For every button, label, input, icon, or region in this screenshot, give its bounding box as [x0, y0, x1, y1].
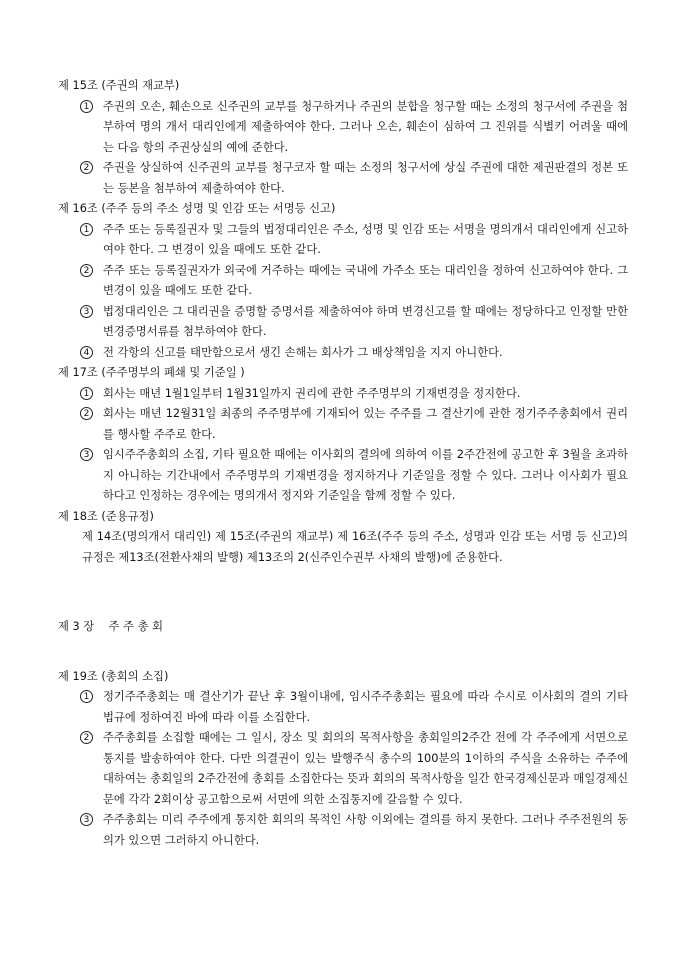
article-19-item-1: [58, 687, 628, 728]
circled-number: 3: [80, 448, 93, 461]
document-page: [58, 76, 628, 851]
article-16-item-2: [58, 261, 628, 302]
item-text: 회사는 매년 12월31일 최종의 주주명부에 기재되어 있는 주주를 그 결산기에 관한 정기주주총회에서 권리를 행사할 주주로 한다.: [103, 407, 628, 441]
article-18-title: 제 18조 (준용규정): [58, 509, 154, 523]
item-text: 회사는 매년 1월1일부터 1월31일까지 권리에 관한 주주명부의 기재변경을 정지한다.: [103, 386, 521, 400]
article-16-item-1: [58, 220, 628, 261]
item-text: 임시주주총회의 소집, 기타 필요한 때에는 이사회의 결의에 의하여 이를 2주간전에 공고한 후 3월을 초과하지 아니하는 기간내에서 주주명부의 기재변경을 정지하거나 기준일을 정할 수 있다. 그러나 이사회가 필요하다고 인정하는 경우에는 명의개서 정지와 기준일을 함께 정할 수 있다.: [103, 448, 628, 502]
article-19-item-2: [58, 728, 628, 810]
article-18-text: 제 14조(명의개서 대리인) 제 15조(주권의 재교부) 제 16조(주주 등의 주소, 성명과 인감 또는 서명 등 신고)의 규정은 제13조(전환사채의 발행) 제13조의 2(신주인수권부 사채의 발행)에 준용한다.: [82, 530, 628, 564]
item-text: 전 각항의 신고를 태만함으로서 생긴 손해는 회사가 그 배상책임을 지지 아니한다.: [103, 345, 503, 359]
circled-number: 2: [80, 407, 93, 420]
article-16-item-3: [58, 302, 628, 343]
circled-number: 3: [80, 813, 93, 826]
chapter-heading: 제 3 장 주 주 총 회: [58, 620, 163, 633]
circled-number: 2: [80, 731, 93, 744]
circled-number: 2: [80, 264, 93, 277]
circled-number: 1: [80, 690, 93, 703]
article-17-item-3: [58, 445, 628, 507]
circled-number: 1: [80, 223, 93, 236]
circled-number: 3: [80, 305, 93, 318]
article-19-item-3: [58, 810, 628, 851]
item-text: 주주총회를 소집할 때에는 그 일시, 장소 및 회의의 목적사항을 총회일의2주간 전에 각 주주에게 서면으로 통지를 발송하여야 한다. 다만 의결권이 있는 발행주식 총수의 100분의 1이하의 주식을 소유하는 주주에 대하여는 총회일의 2주간전에 총회를 소집한다는 뜻과 회의의 목적사항을 일간 한국경제신문과 매일경제신문에 각각 2회이상 공고함으로써 서면에 의한 소집통지에 갈음할 수 있다.: [103, 731, 628, 806]
circled-number: 1: [80, 100, 93, 113]
item-text: 주주총회는 미리 주주에게 통지한 회의의 목적인 사항 이외에는 결의를 하지 못한다. 그러나 주주전원의 동의가 있으면 그러하지 아니한다.: [103, 813, 628, 847]
item-text: 정기주주총회는 매 결산기가 끝난 후 3월이내에, 임시주주총회는 필요에 따라 수시로 이사회의 결의 기타 법규에 정하여진 바에 따라 이를 소집한다.: [103, 690, 628, 724]
item-text: 주권의 오손, 훼손으로 신주권의 교부를 청구하거나 주권의 분합을 청구할 때는 소정의 청구서에 주권을 첨부하여 명의 개서 대리인에게 제출하여야 한다. 그러나 오손, 훼손이 심하여 그 진위를 식별키 어려울 때에는 다음 항의 주권상실의 예에 준한다.: [103, 99, 628, 154]
article-16-item-4: [58, 343, 628, 364]
article-15-item-1: [58, 97, 628, 159]
circled-number: 4: [80, 346, 93, 359]
article-17-title: 제 17조 (주주명부의 폐쇄 및 기준일 ): [58, 366, 245, 379]
circled-number: 1: [80, 387, 93, 400]
article-16-title: 제 16조 (주주 등의 주소 성명 및 인감 또는 서명등 신고): [58, 202, 336, 215]
item-text: 주주 또는 등록질권자가 외국에 거주하는 때에는 국내에 가주소 또는 대리인을 정하여 신고하여야 한다. 그 변경이 있을 때에도 또한 같다.: [103, 263, 628, 297]
item-text: 법정대리인은 그 대리권을 증명할 증명서를 제출하여야 하며 변경신고를 할 때에는 정당하다고 인정할 만한 변경증명서류를 첨부하여야 한다.: [103, 304, 628, 338]
item-text: 주주 또는 등록질권자 및 그들의 법정대리인은 주소, 성명 및 인감 또는 서명을 명의개서 대리인에게 신고하여야 한다. 그 변경이 있을 때에도 또한 같다.: [103, 222, 628, 256]
article-15-title: 제 15조 (주권의 재교부): [58, 79, 180, 92]
article-17-item-1: [58, 384, 628, 405]
article-19-title: 제 19조 (총회의 소집): [58, 669, 169, 683]
circled-number: 2: [80, 161, 93, 174]
item-text: 주권을 상실하여 신주권의 교부를 청구코자 할 때는 소정의 청구서에 상실 주권에 대한 제권판결의 정본 또는 등본을 첨부하여 제출하여야 한다.: [103, 161, 628, 195]
article-15-item-2: [58, 158, 628, 199]
article-17-item-2: [58, 404, 628, 445]
